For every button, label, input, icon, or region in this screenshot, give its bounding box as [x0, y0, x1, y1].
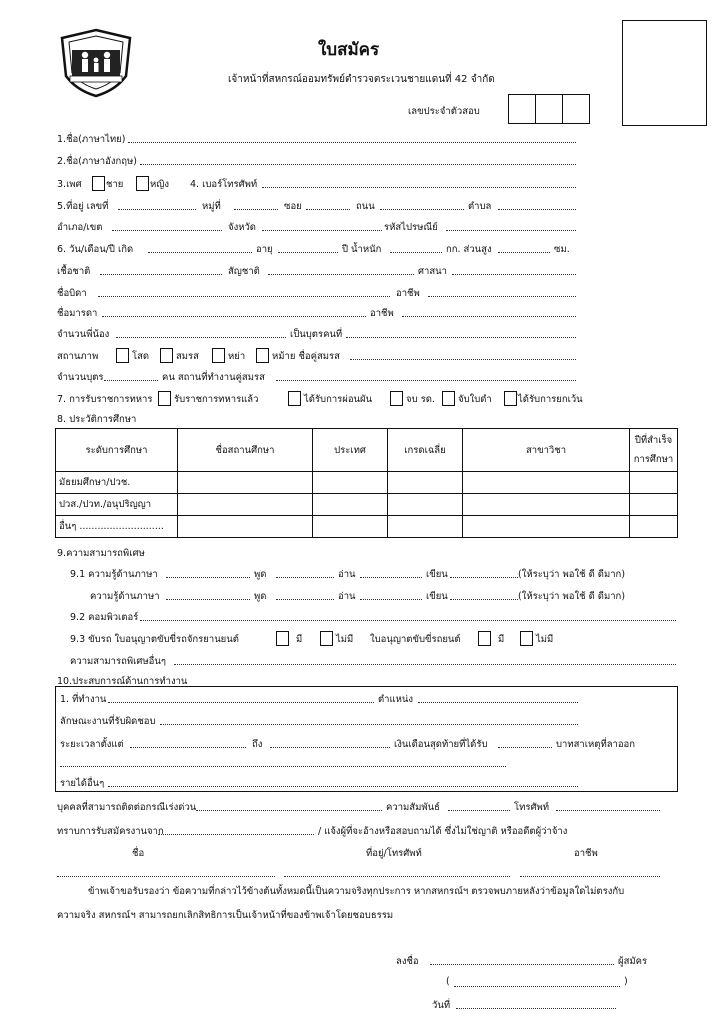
emergency-label: บุคคลที่สามารถติดต่อกรณีเร่งด่วน: [57, 802, 197, 813]
ref-col-occupation: อาชีพ: [574, 848, 598, 859]
mother-occupation-label: อาชีพ: [370, 308, 394, 319]
lang1-read-label: อ่าน: [338, 569, 356, 580]
exam-id-label: เลขประจำตัวสอบ: [408, 106, 480, 117]
religion-field[interactable]: [452, 274, 576, 275]
year-weight-label: ปี น้ำหนัก: [342, 244, 382, 255]
nationality-label: สัญชาติ: [228, 266, 260, 277]
car-has-checkbox[interactable]: [478, 631, 491, 646]
mother-label: ชื่อมารดา: [57, 308, 98, 319]
workplace-label: 1. ที่ทำงาน: [60, 694, 107, 705]
phone-label: 4. เบอร์โทรศัพท์: [190, 179, 258, 190]
spouse-name-field[interactable]: [350, 359, 576, 360]
siblings-field[interactable]: [116, 337, 286, 338]
widowed-checkbox[interactable]: [256, 348, 269, 363]
tambon-label: ตำบล: [468, 201, 492, 212]
declaration-line-1: ข้าพเจ้าขอรับรองว่า ข้อความที่กล่าวไว้ข้างต้นทั้งหมดนี้เป็นความจริงทุกประการ หากสหกรณ์ฯ ตรวจพบภายหลังว่าข้อมูลใดไม่ตรงกับ: [88, 886, 625, 897]
status-label: สถานภาพ: [57, 351, 99, 362]
address-label: 5.ที่อยู่ เลขที่: [57, 201, 109, 212]
married-label: สมรส: [176, 351, 199, 362]
ref-occupation-field[interactable]: [520, 876, 660, 877]
relation-label: ความสัมพันธ์: [386, 802, 440, 813]
kg-height-label: กก. ส่วนสูง: [446, 244, 492, 255]
father-occupation-field[interactable]: [428, 296, 576, 297]
mil-exempt-label: ได้รับการยกเว้น: [518, 394, 583, 405]
mil-deferred-checkbox[interactable]: [288, 391, 301, 406]
salary-label: เงินเดือนสุดท้ายที่ได้รับ: [394, 739, 488, 750]
education-table: [55, 428, 678, 538]
sex-label: 3.เพศ: [57, 179, 82, 190]
dob-label: 6. วัน/เดือน/ปี เกิด: [57, 244, 134, 255]
lang2-label: ความรู้ด้านภาษา: [90, 591, 160, 602]
paren-close: ): [624, 976, 628, 987]
lang2-speak-label: พูด: [254, 591, 267, 602]
mil-rd-label: จบ รด.: [406, 394, 435, 405]
edu-row-level: มัธยมศึกษา/ปวช.: [56, 472, 178, 494]
siblings-label: จำนวนพี่น้อง: [57, 329, 110, 340]
car-hasnot-label: ไม่มี: [536, 634, 554, 645]
mil-exempt-checkbox[interactable]: [504, 391, 517, 406]
mil-red-label: จับใบดำ: [458, 394, 492, 405]
other-income-label: รายได้อื่นๆ: [60, 778, 105, 789]
other-skills-field[interactable]: [174, 664, 676, 665]
education-title: 8. ประวัติการศึกษา: [57, 414, 137, 425]
mil-rd-checkbox[interactable]: [390, 391, 403, 406]
phone-field[interactable]: [262, 187, 576, 188]
table-row: [56, 494, 678, 516]
edu-header-major: สาขาวิชา: [463, 429, 630, 472]
job-nature-field[interactable]: [160, 724, 578, 725]
tambon-field[interactable]: [498, 209, 576, 210]
race-label: เชื้อชาติ: [57, 266, 91, 277]
lang2-write-field[interactable]: [450, 599, 518, 600]
name-en-label: 2.ชื่อ(ภาษาอังกฤษ): [57, 156, 137, 167]
nationality-field[interactable]: [268, 274, 414, 275]
lang1-write-field[interactable]: [450, 577, 518, 578]
reference-note: / แจ้งผู้ที่จะอ้างหรือสอบถามได้ ซึ่งไม่ใช่ญาติ หรืออดีตผู้ว่าจ้าง: [318, 826, 568, 837]
widowed-label: หม้าย ชื่อคู่สมรส: [272, 351, 340, 362]
moo-field[interactable]: [234, 209, 278, 210]
edu-header-year: ปีที่สำเร็จ การศึกษา: [630, 429, 678, 472]
applicant-label: ผู้สมัคร: [618, 956, 648, 967]
relation-field[interactable]: [448, 810, 510, 811]
work-title: 10.ประสบการณ์ด้านการทำงาน: [57, 676, 188, 687]
soi-field[interactable]: [306, 209, 350, 210]
sign-label: ลงชื่อ: [396, 956, 419, 967]
lang1-hint: (ให้ระบุว่า พอใช้ ดี ดีมาก): [518, 569, 626, 580]
car-has-label: มี: [498, 634, 505, 645]
child-no-field[interactable]: [346, 337, 576, 338]
motorbike-has-label: มี: [296, 634, 303, 645]
motorbike-hasnot-checkbox[interactable]: [320, 631, 333, 646]
ref-address-field[interactable]: [284, 876, 510, 877]
edu-header-level: ระดับการศึกษา: [56, 429, 178, 472]
baht-reason-label: บาทสาเหตุที่ลาออก: [556, 739, 636, 750]
race-field[interactable]: [100, 274, 222, 275]
lang1-write-label: เขียน: [426, 569, 448, 580]
driving-label: 9.3 ขับรถ ใบอนุญาตขับขี่รถจักรยานยนต์: [70, 634, 239, 645]
female-checkbox[interactable]: [136, 176, 149, 191]
signature-field[interactable]: [430, 964, 614, 965]
car-license-label: ใบอนุญาตขับขี่รถยนต์: [370, 634, 461, 645]
date-label: วันที่: [432, 1000, 451, 1011]
printed-name-field[interactable]: [454, 986, 620, 987]
exam-id-box-3[interactable]: [562, 94, 590, 124]
male-checkbox[interactable]: [92, 176, 105, 191]
name-th-label: 1.ชื่อ(ภาษาไทย): [57, 134, 126, 145]
source-label: ทราบการรับสมัครงานจาก: [57, 826, 164, 837]
female-label: หญิง: [150, 179, 169, 190]
age-label: อายุ: [256, 244, 273, 255]
height-field[interactable]: [498, 252, 550, 253]
leave-reason-field[interactable]: [60, 766, 506, 767]
divorced-label: หย่า: [228, 351, 246, 362]
amphoe-label: อำเภอ/เขต: [57, 222, 103, 233]
male-label: ชาย: [106, 179, 124, 190]
lang1-label: 9.1 ความรู้ด้านภาษา: [70, 569, 158, 580]
declaration-line-2: ความจริง สหกรณ์ฯ สามารถยกเลิกสิทธิการเป็นเจ้าหน้าที่ของข้าพเจ้าโดยชอบธรรม: [57, 910, 394, 921]
soi-label: ซอย: [284, 201, 302, 212]
mil-served-label: รับราชการทหารแล้ว: [174, 394, 259, 405]
coop-shield-logo-icon: [58, 28, 134, 98]
emergency-field[interactable]: [196, 810, 382, 811]
house-no-field[interactable]: [118, 209, 196, 210]
edu-row-level: อื่นๆ ............................: [56, 516, 178, 538]
road-field[interactable]: [380, 209, 464, 210]
motorbike-has-checkbox[interactable]: [276, 631, 289, 646]
lang2-speak-field[interactable]: [276, 599, 334, 600]
postcode-field[interactable]: [446, 230, 576, 231]
spouse-workplace-field[interactable]: [276, 380, 576, 381]
source-field[interactable]: [158, 834, 314, 835]
period-from-field[interactable]: [130, 747, 246, 748]
page-title: ใบสมัคร: [318, 40, 380, 60]
age-field[interactable]: [278, 252, 338, 253]
child-no-label: เป็นบุตรคนที่: [290, 329, 343, 340]
father-field[interactable]: [98, 296, 390, 297]
car-hasnot-checkbox[interactable]: [520, 631, 533, 646]
mother-occupation-field[interactable]: [402, 316, 576, 317]
ref-name-field[interactable]: [57, 876, 275, 877]
lang2-write-label: เขียน: [426, 591, 448, 602]
edu-row-level: ปวส./ปวท./อนุปริญญา: [56, 494, 178, 516]
mother-field[interactable]: [102, 316, 366, 317]
salary-field[interactable]: [498, 747, 552, 748]
religion-label: ศาสนา: [418, 266, 447, 277]
period-to-field[interactable]: [270, 747, 390, 748]
exam-id-box-2[interactable]: [535, 94, 563, 124]
province-field[interactable]: [262, 230, 382, 231]
mil-deferred-label: ได้รับการผ่อนผัน: [304, 394, 373, 405]
edu-header-gpa: เกรดเฉลี่ย: [388, 429, 463, 472]
job-nature-label: ลักษณะงานที่รับผิดชอบ: [60, 716, 156, 727]
table-row: [56, 472, 678, 494]
lang1-speak-field[interactable]: [276, 577, 334, 578]
lang2-read-field[interactable]: [360, 599, 422, 600]
lang1-field[interactable]: [166, 577, 250, 578]
period-label: ระยะเวลาตั้งแต่: [60, 739, 124, 750]
computer-field[interactable]: [140, 620, 676, 621]
position-field[interactable]: [418, 702, 578, 703]
date-field[interactable]: [456, 1008, 616, 1009]
children-unit-label: คน สถานที่ทำงานคู่สมรส: [162, 372, 265, 383]
exam-id-box-1[interactable]: [508, 94, 536, 124]
single-label: โสด: [132, 351, 150, 362]
ref-col-name: ชื่อ: [132, 848, 145, 859]
lang2-hint: (ให้ระบุว่า พอใช้ ดี ดีมาก): [518, 591, 626, 602]
other-income-field[interactable]: [108, 786, 578, 787]
dob-field[interactable]: [148, 252, 252, 253]
mil-served-checkbox[interactable]: [158, 391, 171, 406]
position-label: ตำแหน่ง: [378, 694, 414, 705]
postcode-label: รหัสไปรษณีย์: [384, 222, 438, 233]
table-row: [56, 516, 678, 538]
lang1-read-field[interactable]: [360, 577, 422, 578]
lang2-read-label: อ่าน: [338, 591, 356, 602]
father-label: ชื่อบิดา: [57, 288, 87, 299]
father-occupation-label: อาชีพ: [396, 288, 420, 299]
children-field[interactable]: [104, 380, 158, 381]
edu-header-school: ชื่อสถานศึกษา: [178, 429, 313, 472]
moo-label: หมู่ที่: [202, 201, 221, 212]
photo-box[interactable]: [622, 20, 707, 126]
lang1-speak-label: พูด: [254, 569, 267, 580]
married-checkbox[interactable]: [160, 348, 173, 363]
single-checkbox[interactable]: [116, 348, 129, 363]
amphoe-field[interactable]: [112, 230, 222, 231]
children-label: จำนวนบุตร: [57, 372, 104, 383]
divorced-checkbox[interactable]: [212, 348, 225, 363]
road-label: ถนน: [356, 201, 375, 212]
computer-label: 9.2 คอมพิวเตอร์: [70, 612, 139, 623]
skills-title: 9.ความสามารถพิเศษ: [57, 548, 145, 559]
period-to-label: ถึง: [252, 739, 263, 750]
paren-open: (: [446, 976, 450, 987]
other-skills-label: ความสามารถพิเศษอื่นๆ: [70, 656, 166, 667]
name-en-field[interactable]: [140, 164, 576, 165]
page-subtitle: เจ้าหน้าที่สหกรณ์ออมทรัพย์ตำรวจตระเวนชายแดนที่ 42 จำกัด: [228, 74, 495, 85]
lang2-field[interactable]: [166, 599, 250, 600]
province-label: จังหวัด: [228, 222, 256, 233]
ref-col-address: ที่อยู่/โทรศัพท์: [366, 848, 422, 859]
name-th-field[interactable]: [128, 142, 576, 143]
motorbike-hasnot-label: ไม่มี: [336, 634, 354, 645]
edu-header-country: ประเทศ: [313, 429, 388, 472]
tel-field[interactable]: [556, 810, 660, 811]
workplace-field[interactable]: [108, 702, 374, 703]
military-label: 7. การรับราชการทหาร: [57, 394, 153, 405]
cm-label: ซม.: [554, 244, 570, 255]
tel-label: โทรศัพท์: [514, 802, 550, 813]
weight-field[interactable]: [390, 252, 442, 253]
mil-red-checkbox[interactable]: [442, 391, 455, 406]
